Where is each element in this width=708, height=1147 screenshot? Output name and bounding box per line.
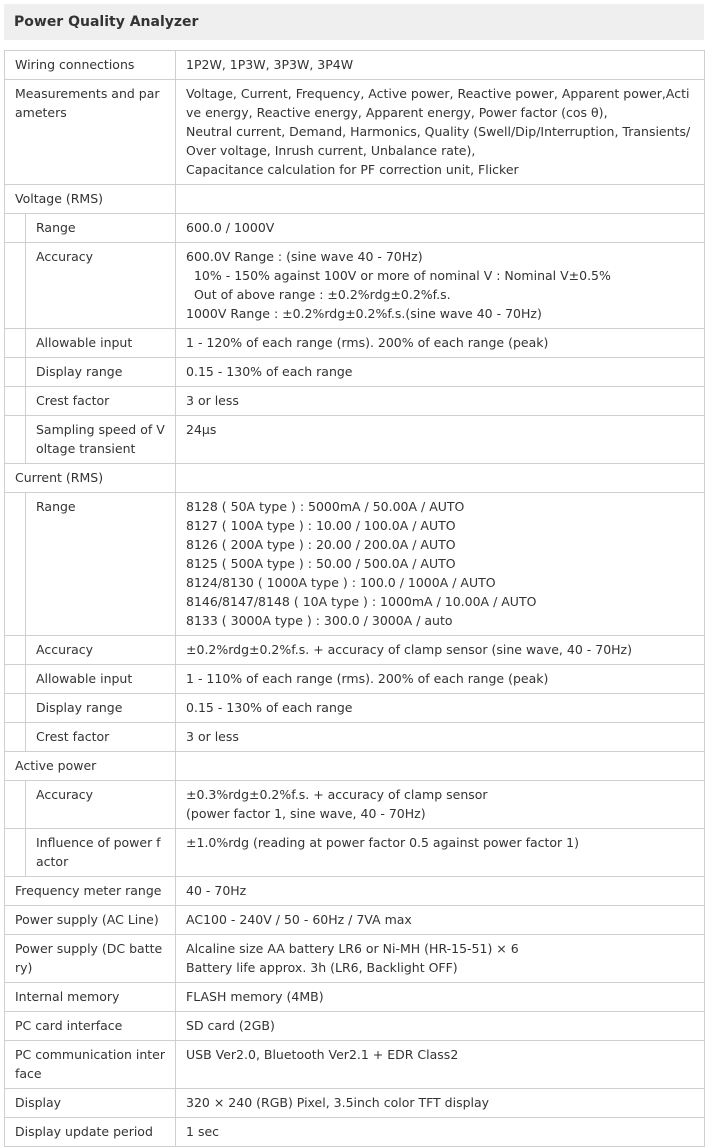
title-bar [4,4,704,40]
row-label: Accuracy [26,243,176,329]
value-line: ±0.3%rdg±0.2%f.s. + accuracy of clamp sensor [186,787,488,802]
row-value [176,243,705,329]
row-value: 320 × 240 (RGB) Pixel, 3.5inch color TFT display [176,1089,705,1118]
indent-spacer [5,694,26,723]
table-row [5,877,705,906]
table-row [5,694,705,723]
table-row [5,80,705,185]
row-value: ±0.2%rdg±0.2%f.s. + accuracy of clamp sensor (sine wave, 40 - 70Hz) [176,636,705,665]
row-value: 3 or less [176,723,705,752]
row-value: 0.15 - 130% of each range [176,358,705,387]
row-label: Frequency meter range [5,877,176,906]
indent-spacer [5,329,26,358]
row-value: 24μs [176,416,705,464]
indent-spacer [5,781,26,829]
table-row [5,358,705,387]
row-label: Display [5,1089,176,1118]
table-row [5,829,705,877]
indent-spacer [5,665,26,694]
value-line: 600.0V Range : (sine wave 40 - 70Hz) [186,249,423,264]
value-line: Neutral current, Demand, Harmonics, Quality (Swell/Dip/Interruption, Transients/Over voltage, Inrush current, Unbalance rate), [186,124,691,158]
indent-spacer [5,358,26,387]
indent-spacer [5,387,26,416]
table-row [5,493,705,636]
row-label: Wiring connections [5,51,176,80]
row-label: Accuracy [26,636,176,665]
row-label: Display update period [5,1118,176,1147]
group-label: Active power [5,752,176,781]
spec-table [4,50,705,1147]
row-value: 1 - 120% of each range (rms). 200% of each range (peak) [176,329,705,358]
table-row [5,1118,705,1147]
group-header-row [5,185,705,214]
row-value: ±1.0%rdg (reading at power factor 0.5 against power factor 1) [176,829,705,877]
row-value [176,464,705,493]
row-value [176,935,705,983]
row-value [176,493,705,636]
row-value: 1 - 110% of each range (rms). 200% of each range (peak) [176,665,705,694]
row-label: Allowable input [26,329,176,358]
row-value: 600.0 / 1000V [176,214,705,243]
row-value: 1P2W, 1P3W, 3P3W, 3P4W [176,51,705,80]
row-value: USB Ver2.0, Bluetooth Ver2.1 + EDR Class2 [176,1041,705,1089]
row-label: Crest factor [26,387,176,416]
table-row [5,983,705,1012]
row-value [176,185,705,214]
group-label: Current (RMS) [5,464,176,493]
table-row [5,243,705,329]
row-value [176,781,705,829]
indent-spacer [5,723,26,752]
table-row [5,1089,705,1118]
value-line: 8133 ( 3000A type ) : 300.0 / 3000A / auto [186,613,453,628]
row-label: Measurements and parameters [5,80,176,185]
indent-spacer [5,214,26,243]
row-label: Range [26,214,176,243]
page-title: Power Quality Analyzer [14,14,199,30]
table-row [5,636,705,665]
row-value: 3 or less [176,387,705,416]
table-row [5,1012,705,1041]
row-label: Crest factor [26,723,176,752]
row-value: FLASH memory (4MB) [176,983,705,1012]
row-label: Power supply (DC battery) [5,935,176,983]
row-label: Range [26,493,176,636]
table-row [5,51,705,80]
row-label: Display range [26,694,176,723]
group-label: Voltage (RMS) [5,185,176,214]
row-value: SD card (2GB) [176,1012,705,1041]
row-value: 0.15 - 130% of each range [176,694,705,723]
row-label: Display range [26,358,176,387]
row-value [176,80,705,185]
row-value: AC100 - 240V / 50 - 60Hz / 7VA max [176,906,705,935]
table-row [5,416,705,464]
value-line: 8128 ( 50A type ) : 5000mA / 50.00A / AUTO [186,499,465,514]
table-row [5,906,705,935]
row-value: 40 - 70Hz [176,877,705,906]
value-line: Alcaline size AA battery LR6 or Ni-MH (HR-15-51) × 6 [186,941,519,956]
group-header-row [5,464,705,493]
table-row [5,665,705,694]
row-label: Influence of power factor [26,829,176,877]
value-line: Out of above range : ±0.2%rdg±0.2%f.s. [186,287,451,302]
row-label: Accuracy [26,781,176,829]
value-line: 8127 ( 100A type ) : 10.00 / 100.0A / AUTO [186,518,456,533]
table-row [5,781,705,829]
value-line: 8126 ( 200A type ) : 20.00 / 200.0A / AUTO [186,537,456,552]
value-line: 1000V Range : ±0.2%rdg±0.2%f.s.(sine wave 40 - 70Hz) [186,306,542,321]
group-header-row [5,752,705,781]
table-row [5,935,705,983]
table-row [5,329,705,358]
row-value [176,752,705,781]
row-label: PC card interface [5,1012,176,1041]
row-label: PC communication interface [5,1041,176,1089]
row-label: Power supply (AC Line) [5,906,176,935]
row-label: Internal memory [5,983,176,1012]
row-label: Sampling speed of Voltage transient [26,416,176,464]
value-line: 10% - 150% against 100V or more of nominal V : Nominal V±0.5% [186,268,611,283]
value-line: Capacitance calculation for PF correction unit, Flicker [186,162,519,177]
indent-spacer [5,636,26,665]
table-row [5,387,705,416]
value-line: 8124/8130 ( 1000A type ) : 100.0 / 1000A / AUTO [186,575,496,590]
value-line: Voltage, Current, Frequency, Active power, Reactive power, Apparent power,Active energy, Reactive energy, Apparent energy, Power factor (cos θ), [186,86,690,120]
table-row [5,723,705,752]
row-label: Allowable input [26,665,176,694]
value-line: 8125 ( 500A type ) : 50.00 / 500.0A / AUTO [186,556,456,571]
value-line: 8146/8147/8148 ( 10A type ) : 1000mA / 10.00A / AUTO [186,594,537,609]
table-row [5,214,705,243]
row-value: 1 sec [176,1118,705,1147]
table-row [5,1041,705,1089]
indent-spacer [5,416,26,464]
indent-spacer [5,243,26,329]
indent-spacer [5,493,26,636]
value-line: (power factor 1, sine wave, 40 - 70Hz) [186,806,426,821]
indent-spacer [5,829,26,877]
value-line: Battery life approx. 3h (LR6, Backlight OFF) [186,960,458,975]
